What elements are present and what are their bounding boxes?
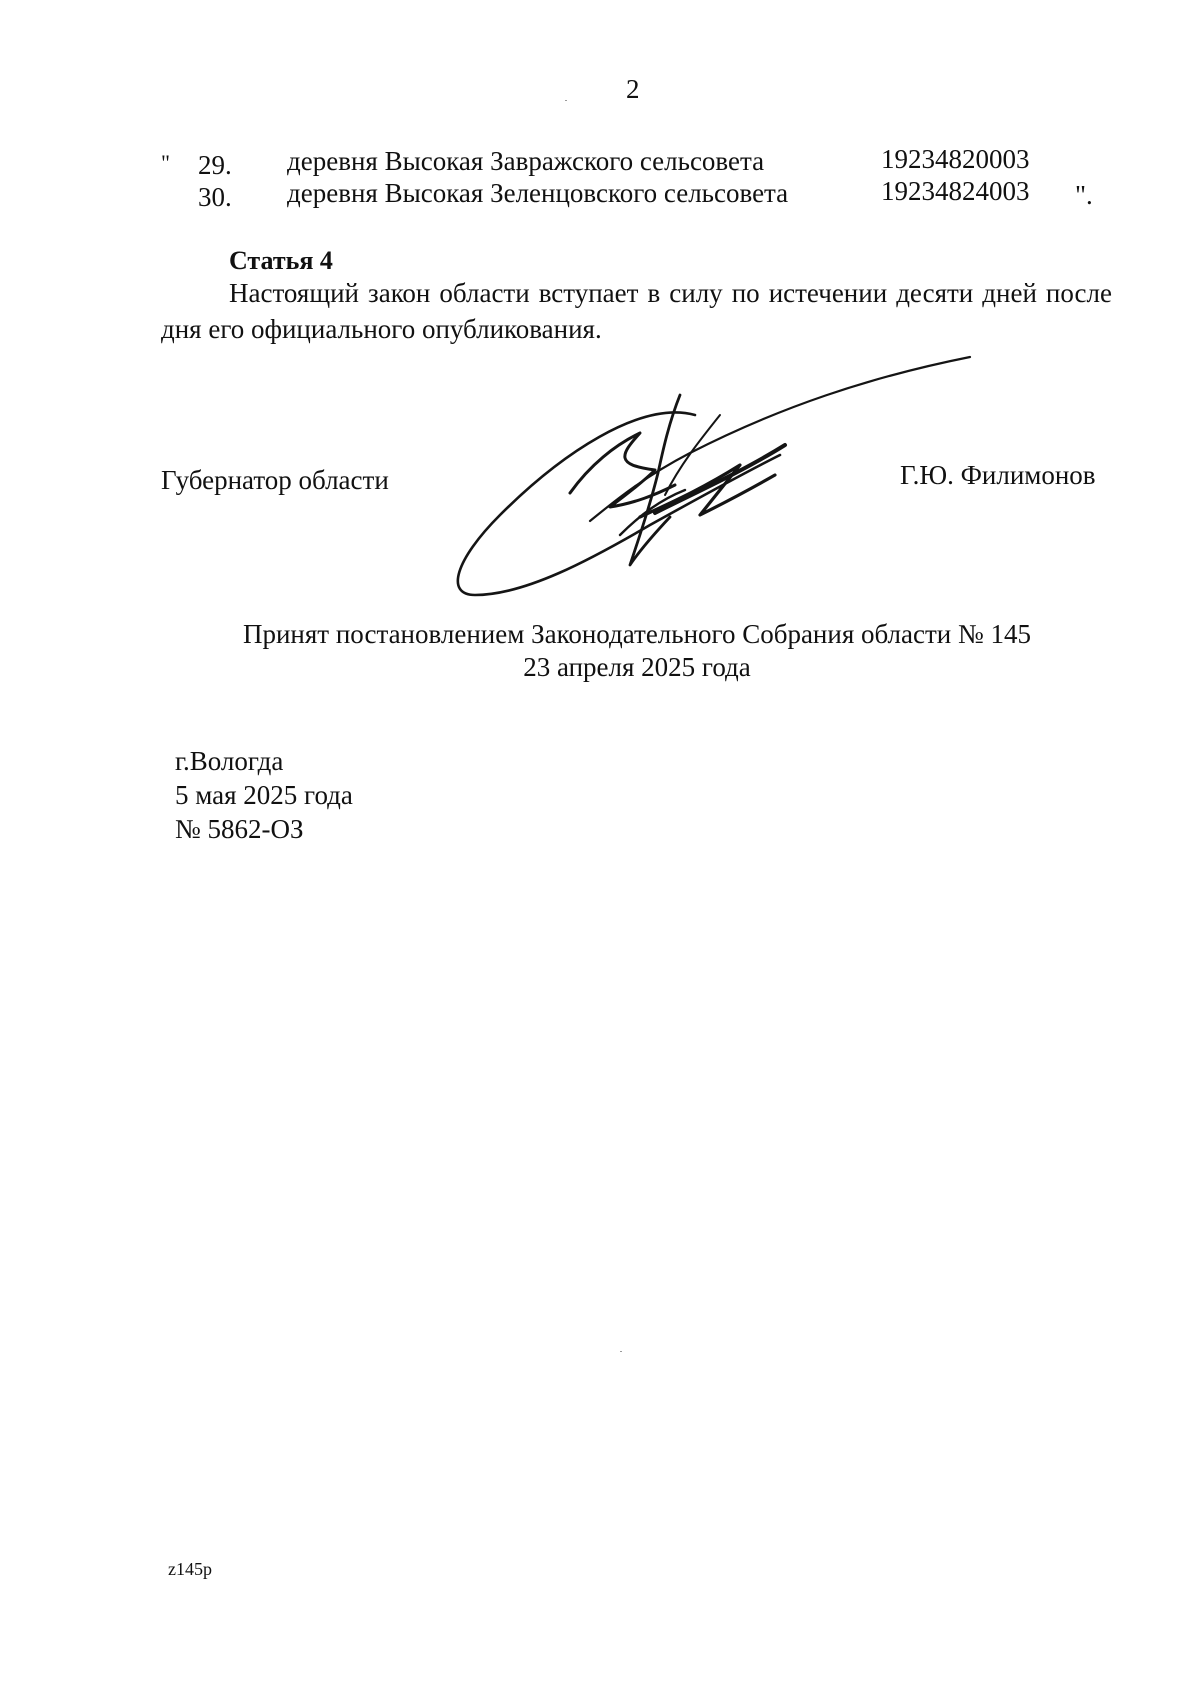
- list-open-quote: ": [161, 150, 170, 175]
- list-item-number: 29.: [198, 150, 232, 180]
- page-number: 2: [626, 74, 640, 104]
- list-item-name: деревня Высокая Зеленцовского сельсовета: [287, 178, 789, 208]
- document-number: № 5862-ОЗ: [175, 814, 304, 844]
- list-close-quote: ".: [1075, 180, 1093, 210]
- article-body: Настоящий закон области вступает в силу по истечении десяти дней после дня его официального опубликования.: [161, 278, 1112, 344]
- document-code: z145p: [168, 1559, 212, 1579]
- article-title: Статья 4: [229, 246, 333, 275]
- place: г.Вологда: [175, 746, 284, 776]
- handwritten-signature: [440, 345, 980, 615]
- signatory-name: Г.Ю. Филимонов: [900, 460, 1096, 490]
- adoption-date: 23 апреля 2025 года: [523, 652, 751, 682]
- list-item-number: 30.: [198, 182, 232, 212]
- scan-speck: [565, 100, 567, 101]
- adoption-note: [160, 618, 1114, 684]
- signatory-title: Губернатор области: [161, 465, 389, 495]
- list-item-code: 19234820003: [881, 144, 1030, 174]
- adoption-line: Принят постановлением Законодательного Собрания области № 145: [242, 619, 1032, 649]
- list-item-name: деревня Высокая Завражского сельсовета: [287, 146, 765, 176]
- list-item-code: 19234824003: [881, 176, 1030, 206]
- scan-speck: [620, 1351, 622, 1352]
- document-date: 5 мая 2025 года: [175, 780, 353, 810]
